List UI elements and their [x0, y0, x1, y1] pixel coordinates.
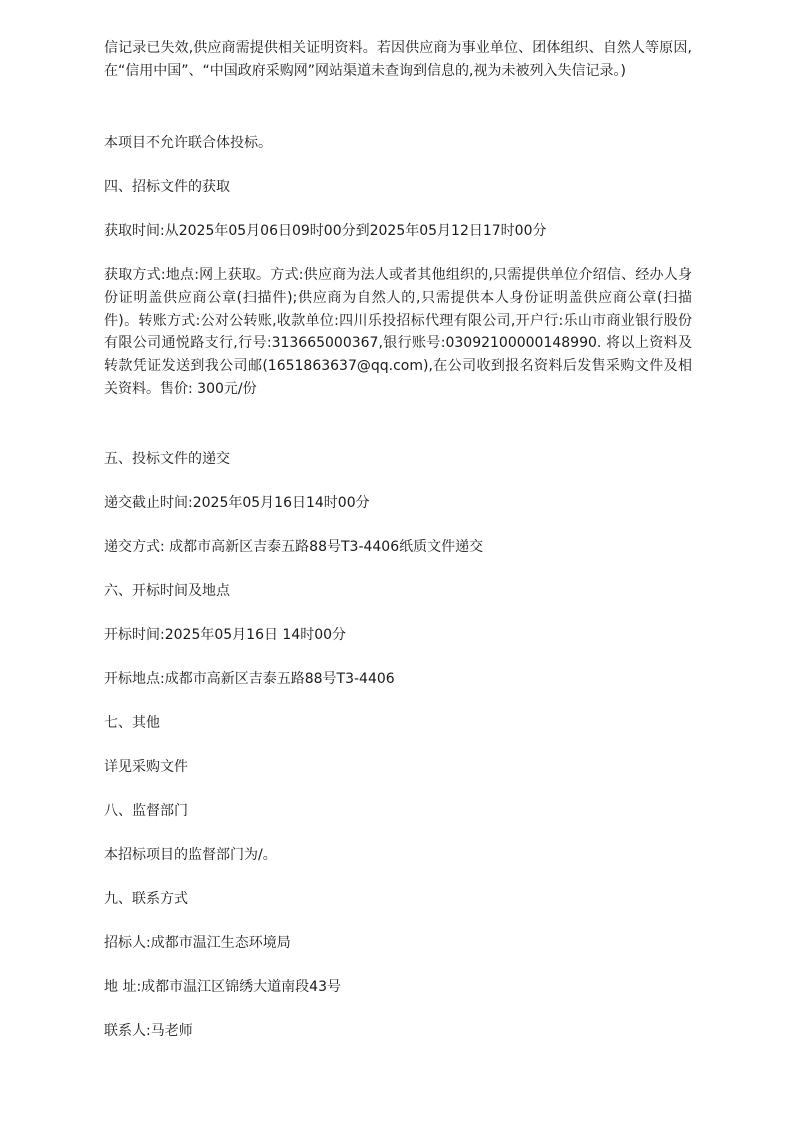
- section-heading-opening-time-location: 六、开标时间及地点: [104, 583, 230, 599]
- tenderer: 招标人:成都市温江生态环境局: [104, 935, 291, 951]
- credit-record-note: 信记录已失效,供应商需提供相关证明资料。若因供应商为事业单位、团体组织、自然人等原因,在“信用中国”、“中国政府采购网”网站渠道未查询到信息的,视为未被列入失信记录。): [104, 40, 692, 79]
- opening-location: 开标地点:成都市高新区吉泰五路88号T3-4406: [104, 671, 395, 687]
- address: 地 址:成都市温江区锦绣大道南段43号: [104, 979, 341, 995]
- supervision-department: 本招标项目的监督部门为/。: [104, 847, 277, 863]
- section-heading-document-acquisition: 四、招标文件的获取: [104, 179, 230, 195]
- no-consortium-statement: 本项目不允许联合体投标。: [104, 135, 272, 151]
- contact-person: 联系人:马老师: [104, 1023, 193, 1039]
- section-heading-other: 七、其他: [104, 715, 160, 731]
- other-details: 详见采购文件: [104, 759, 188, 775]
- section-heading-supervision: 八、监督部门: [104, 803, 188, 819]
- opening-time: 开标时间:2025年05月16日 14时00分: [104, 627, 347, 643]
- acquisition-time: 获取时间:从2025年05月06日09时00分到2025年05月12日17时00分: [104, 223, 547, 239]
- acquisition-method: 获取方式:地点:网上获取。方式:供应商为法人或者其他组织的,只需提供单位介绍信、经办人身份证明盖供应商公章(扫描件);供应商为自然人的,只需提供本人身份证明盖供应商公章(扫描件)。转账方式:公对公转账,收款单位:四川乐投招标代理有限公司,开户行:乐山市商业银行股份有限公司通悦路支行,行号:313665000367,银行账号:03092100000148990. 将以上资料及转款凭证发送到我公司邮(1651863637@qq.com),在公司收到报名资料后发售采购文件及相关资料。售价: 300元/份: [104, 267, 692, 397]
- section-heading-bid-submission: 五、投标文件的递交: [104, 451, 230, 467]
- submission-method: 递交方式: 成都市高新区吉泰五路88号T3-4406纸质文件递交: [104, 539, 484, 555]
- submission-deadline: 递交截止时间:2025年05月16日14时00分: [104, 495, 370, 511]
- section-heading-contact: 九、联系方式: [104, 891, 188, 907]
